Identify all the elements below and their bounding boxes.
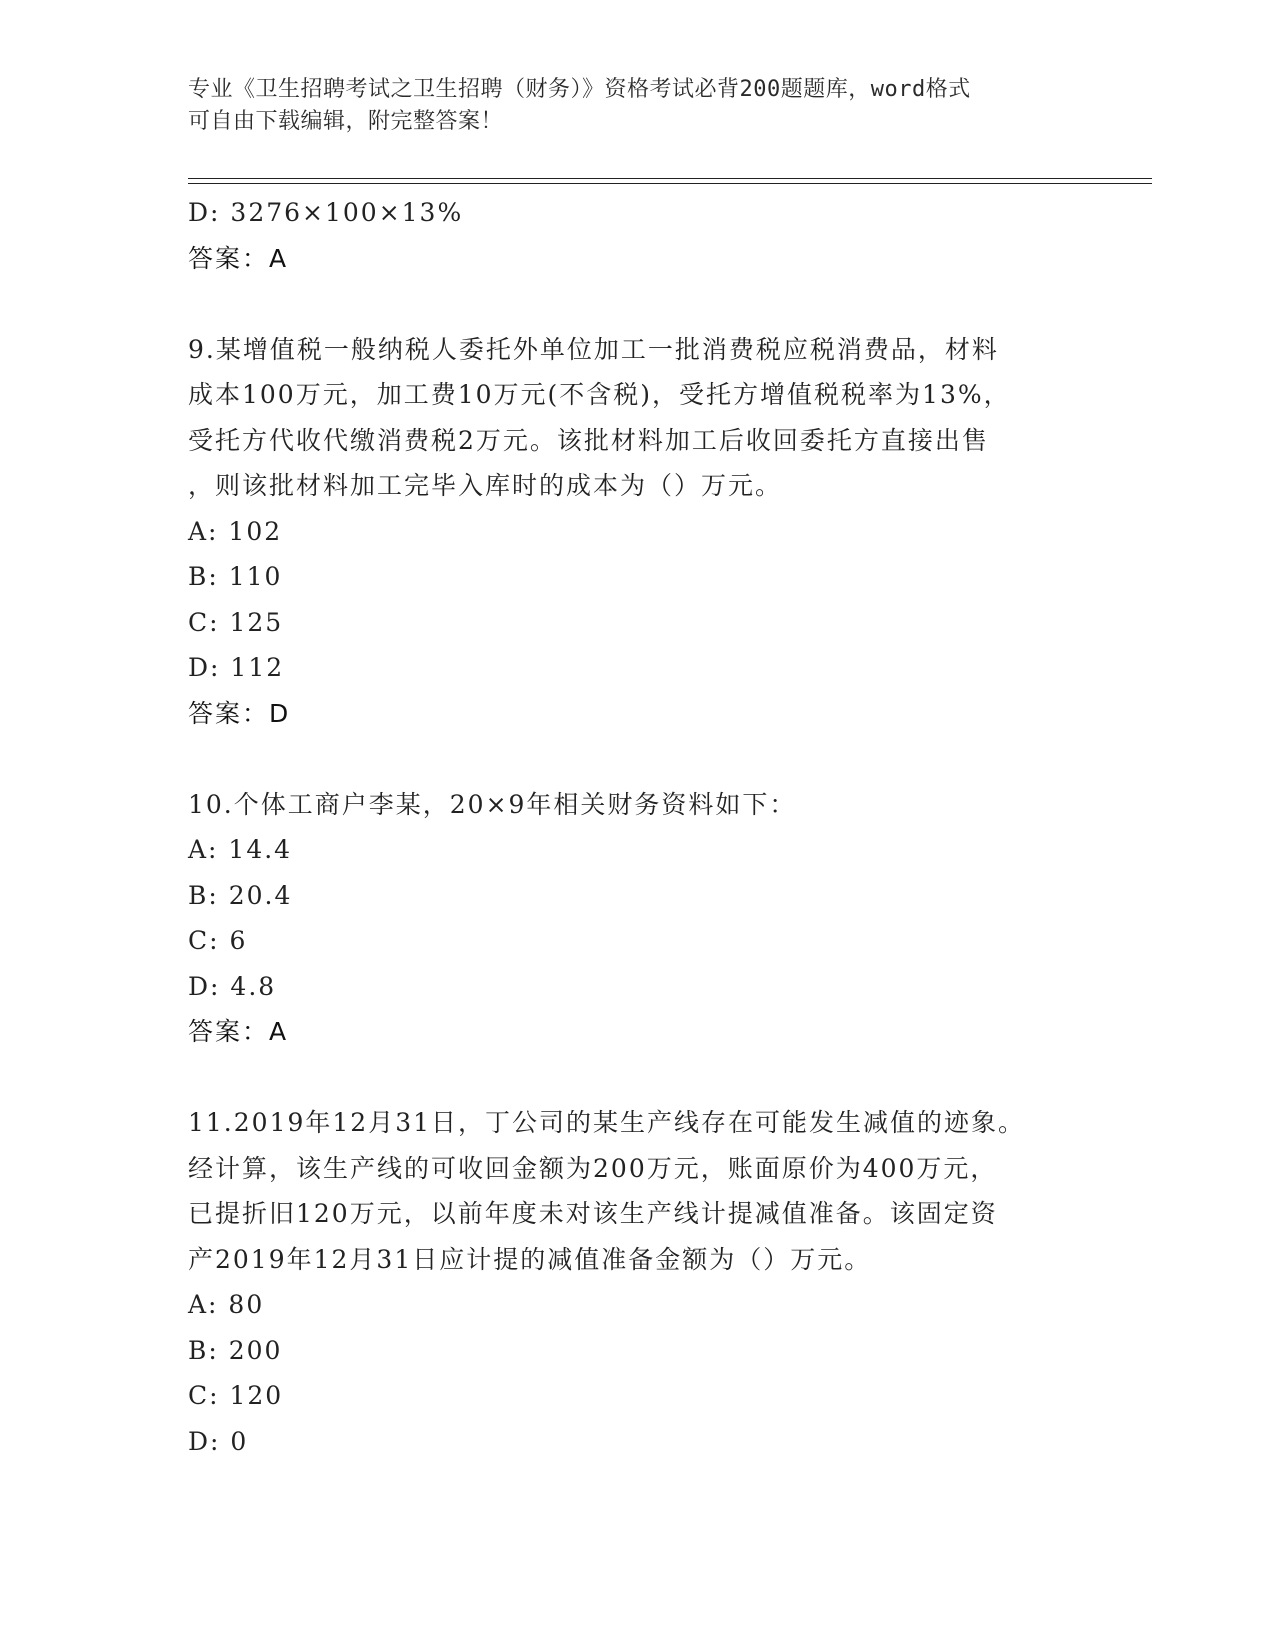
question-text-line: 11.2019年12月31日，丁公司的某生产线存在可能发生减值的迹象。	[188, 1108, 1026, 1137]
answer-line: 答案：A	[188, 1017, 289, 1046]
question-text-line: 已提折旧120万元，以前年度未对该生产线计提减值准备。该固定资	[188, 1199, 998, 1228]
answer-line: 答案：D	[188, 698, 291, 728]
option-line: B: 200	[188, 1335, 283, 1365]
option-line: B: 110	[188, 562, 283, 591]
answer-line: 答案：A	[188, 243, 289, 273]
option-line: A: 102	[188, 516, 283, 546]
option-line: D: 112	[188, 653, 285, 682]
option-line: A: 80	[188, 1290, 265, 1319]
question-text-line: ，则该批材料加工完毕入库时的成本为（）万元。	[188, 471, 783, 500]
option-line: D: 4.8	[188, 971, 277, 1001]
section-gap	[188, 736, 1088, 782]
option-line: D: 0	[188, 1426, 249, 1456]
question-text-line: 受托方代收代缴消费税2万元。该批材料加工后收回委托方直接出售	[188, 425, 989, 455]
header-line-1: 专业《卫生招聘考试之卫生招聘（财务）》资格考试必背200题题库，word格式	[188, 77, 971, 102]
document-header	[188, 74, 1068, 138]
question-text-line: 9.某增值税一般纳税人委托外单位加工一批消费税应税消费品，材料	[188, 334, 999, 364]
option-line: C: 125	[188, 607, 284, 637]
option-line: C: 6	[188, 926, 248, 955]
header-divider-bottom	[188, 183, 1152, 184]
question-text-line: 10.个体工商户李某，20×9年相关财务资料如下：	[188, 789, 797, 819]
question-text-line: 成本100万元，加工费10万元(不含税)，受托方增值税税率为13%，	[188, 380, 1011, 409]
section-gap	[188, 1055, 1088, 1101]
option-line: D: 3276×100×13%	[188, 198, 464, 227]
option-line: B: 20.4	[188, 880, 293, 910]
question-content	[188, 190, 1088, 1464]
question-text-line: 经计算，该生产线的可收回金额为200万元，账面原价为400万元，	[188, 1153, 998, 1183]
header-line-2: 可自由下载编辑，附完整答案！	[188, 109, 504, 134]
option-line: A: 14.4	[188, 835, 293, 864]
option-line: C: 120	[188, 1381, 284, 1410]
header-divider-top	[188, 178, 1152, 179]
section-gap	[188, 281, 1088, 327]
question-text-line: 产2019年12月31日应计提的减值准备金额为（）万元。	[188, 1244, 872, 1274]
